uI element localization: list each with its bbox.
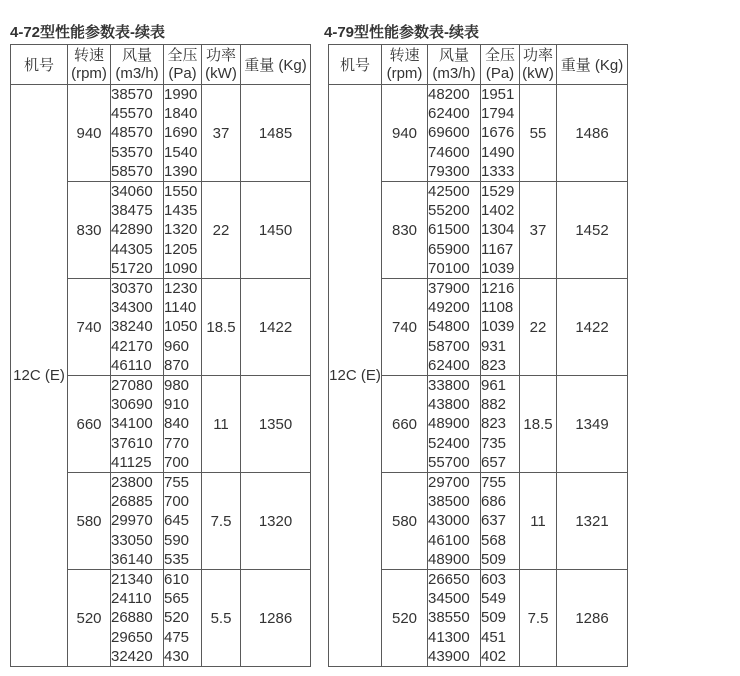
header-speed-label: 转速 [389,46,420,64]
pressure-value: 1490 [481,143,515,161]
pressure-value: 430 [164,647,190,665]
pressure-cell [164,85,202,182]
speed-cell: 940 [382,85,428,182]
pressure-cell [481,279,520,376]
airflow-value: 37900 [428,280,470,298]
pressure-value: 509 [481,609,507,627]
airflow-value: 58700 [428,337,470,355]
speed-cell: 520 [382,570,428,667]
airflow-value: 41125 [111,453,152,471]
pressure-cell [164,376,202,473]
airflow-value: 24110 [111,590,152,608]
pressure-value: 961 [481,377,507,395]
pressure-value: 823 [481,356,507,374]
pressure-cell [481,182,520,279]
pressure-value: 1039 [481,259,515,277]
header-speed [68,45,111,85]
pressure-cell [164,182,202,279]
pressure-cell [481,570,520,667]
pressure-value: 402 [481,647,507,665]
header-model: 机号 [11,45,68,85]
airflow-value: 54800 [428,318,470,336]
pressure-value: 755 [164,474,190,492]
pressure-cell [164,473,202,570]
speed-cell: 660 [382,376,428,473]
header-power-label: 功率 [205,46,236,64]
pressure-value: 520 [164,609,190,627]
airflow-value: 37610 [111,434,153,452]
weight-cell: 1286 [241,570,311,667]
pressure-value: 1794 [481,105,515,123]
pressure-value: 686 [481,493,507,511]
pressure-value: 1840 [164,105,198,123]
weight-cell: 1349 [557,376,628,473]
pressure-value: 549 [481,590,507,608]
speed-cell: 520 [68,570,111,667]
pressure-value: 1529 [481,183,515,201]
pressure-value: 870 [164,356,190,374]
airflow-value: 74600 [428,143,470,161]
airflow-cell [111,473,164,570]
airflow-value: 65900 [428,240,470,258]
pressure-value: 535 [164,550,190,568]
airflow-value: 38570 [111,86,153,104]
power-cell: 22 [520,279,557,376]
speed-cell: 740 [382,279,428,376]
airflow-value: 38550 [428,609,470,627]
pressure-cell [164,570,202,667]
power-cell: 7.5 [520,570,557,667]
power-cell: 5.5 [202,570,241,667]
header-pressure-label: 全压 [167,46,198,64]
pressure-value: 755 [481,474,507,492]
airflow-value: 34100 [111,415,153,433]
airflow-value: 41300 [428,628,470,646]
power-cell: 55 [520,85,557,182]
performance-table [10,44,311,667]
table-title: 4-72型性能参数表-续表 [10,24,166,41]
airflow-value: 36140 [111,550,153,568]
pressure-value: 931 [481,337,507,355]
pressure-value: 910 [164,396,190,414]
airflow-value: 26650 [428,571,470,589]
pressure-value: 1951 [481,86,515,104]
header-speed-unit: (rpm) [386,64,423,82]
airflow-value: 48200 [428,86,470,104]
airflow-value: 34060 [111,183,153,201]
airflow-value: 42890 [111,221,153,239]
header-airflow [428,45,481,85]
pressure-value: 1320 [164,221,198,239]
speed-cell: 830 [68,182,111,279]
airflow-value: 42170 [111,337,153,355]
airflow-cell [428,473,481,570]
header-power-unit: (kW) [205,64,237,82]
header-airflow [111,45,164,85]
pressure-value: 700 [164,493,190,511]
weight-cell: 1422 [557,279,628,376]
airflow-value: 33800 [428,377,470,395]
pressure-value: 1540 [164,143,198,161]
pressure-value: 980 [164,377,190,395]
header-model: 机号 [329,45,382,85]
pressure-value: 1216 [481,280,515,298]
airflow-value: 51720 [111,259,153,277]
header-weight: 重量 (Kg) [241,45,311,85]
airflow-value: 44305 [111,240,153,258]
weight-cell: 1422 [241,279,311,376]
pressure-value: 1167 [481,240,514,258]
airflow-value: 43800 [428,396,470,414]
airflow-value: 34500 [428,590,470,608]
airflow-value: 45570 [111,105,153,123]
speed-cell: 740 [68,279,111,376]
power-cell: 18.5 [202,279,241,376]
pressure-value: 590 [164,531,190,549]
weight-cell: 1320 [241,473,311,570]
header-airflow-label: 风量 [121,46,152,64]
power-cell: 11 [202,376,241,473]
header-pressure [481,45,520,85]
pressure-value: 1402 [481,202,515,220]
weight-cell: 1485 [241,85,311,182]
airflow-value: 34300 [111,299,153,317]
airflow-value: 30370 [111,280,153,298]
weight-cell: 1350 [241,376,311,473]
pressure-value: 451 [481,628,507,646]
pressure-cell [481,85,520,182]
pressure-value: 700 [164,453,190,471]
speed-group-row [11,85,311,182]
pressure-value: 1550 [164,183,198,201]
pressure-value: 770 [164,434,190,452]
pressure-value: 568 [481,531,507,549]
table-body [11,85,311,667]
airflow-value: 48900 [428,415,470,433]
speed-cell: 940 [68,85,111,182]
airflow-value: 30690 [111,396,153,414]
airflow-value: 43900 [428,647,470,665]
model-number-cell: 12C (E) [11,85,68,667]
pressure-value: 1230 [164,280,198,298]
airflow-cell [428,376,481,473]
pressure-value: 882 [481,396,507,414]
header-row [329,45,628,85]
airflow-value: 52400 [428,434,470,452]
airflow-value: 29650 [111,628,153,646]
pressure-value: 1090 [164,259,198,277]
airflow-value: 38240 [111,318,153,336]
header-power-label: 功率 [522,46,553,64]
pressure-value: 645 [164,512,190,530]
speed-cell: 580 [382,473,428,570]
header-pressure-unit: (Pa) [485,64,515,82]
pressure-value: 1676 [481,124,515,142]
airflow-value: 38500 [428,493,470,511]
pressure-value: 1304 [481,221,515,239]
pressure-value: 1435 [164,202,198,220]
weight-cell: 1486 [557,85,628,182]
pressure-cell [481,376,520,473]
header-power-unit: (kW) [522,64,554,82]
airflow-value: 55200 [428,202,470,220]
speed-cell: 580 [68,473,111,570]
table-body [329,85,628,667]
pressure-value: 1390 [164,162,198,180]
airflow-cell [428,85,481,182]
airflow-value: 46100 [428,531,470,549]
airflow-value: 42500 [428,183,470,201]
airflow-cell [111,85,164,182]
header-airflow-label: 风量 [438,46,469,64]
header-pressure [164,45,202,85]
pressure-value: 735 [481,434,507,452]
airflow-value: 62400 [428,356,470,374]
speed-cell: 660 [68,376,111,473]
airflow-value: 43000 [428,512,470,530]
airflow-cell [428,570,481,667]
airflow-value: 29970 [111,512,153,530]
airflow-value: 55700 [428,453,470,471]
pressure-value: 475 [164,628,190,646]
airflow-value: 32420 [111,647,153,665]
airflow-value: 23800 [111,474,153,492]
header-airflow-unit: (m3/h) [115,64,159,82]
power-cell: 37 [520,182,557,279]
pressure-value: 840 [164,415,190,433]
header-airflow-unit: (m3/h) [432,64,476,82]
header-weight: 重量 (Kg) [557,45,628,85]
airflow-cell [111,182,164,279]
pressure-value: 1039 [481,318,515,336]
airflow-cell [111,279,164,376]
header-row [11,45,311,85]
pressure-value: 1690 [164,124,198,142]
pressure-value: 823 [481,415,507,433]
pressure-value: 509 [481,550,507,568]
pressure-value: 960 [164,337,190,355]
performance-table [328,44,628,667]
pressure-value: 603 [481,571,507,589]
header-pressure-unit: (Pa) [168,64,197,82]
airflow-value: 61500 [428,221,470,239]
airflow-value: 62400 [428,105,470,123]
speed-cell: 830 [382,182,428,279]
airflow-cell [111,376,164,473]
weight-cell: 1321 [557,473,628,570]
airflow-value: 21340 [111,571,153,589]
weight-cell: 1286 [557,570,628,667]
airflow-cell [428,279,481,376]
weight-cell: 1452 [557,182,628,279]
airflow-value: 26885 [111,493,153,511]
power-cell: 7.5 [202,473,241,570]
pressure-value: 1140 [164,299,197,317]
header-speed-unit: (rpm) [71,64,107,82]
pressure-value: 565 [164,590,190,608]
airflow-value: 26880 [111,609,153,627]
pressure-value: 1205 [164,240,198,258]
pressure-value: 1333 [481,162,515,180]
power-cell: 22 [202,182,241,279]
header-speed [382,45,428,85]
header-speed-label: 转速 [73,46,104,64]
airflow-value: 69600 [428,124,470,142]
table-title: 4-79型性能参数表-续表 [324,24,480,41]
pressure-value: 1990 [164,86,198,104]
airflow-value: 70100 [428,259,470,277]
airflow-value: 48570 [111,124,153,142]
airflow-value: 49200 [428,299,470,317]
pressure-cell [164,279,202,376]
airflow-cell [111,570,164,667]
power-cell: 18.5 [520,376,557,473]
airflow-cell [428,182,481,279]
airflow-value: 58570 [111,162,153,180]
airflow-value: 46110 [111,356,152,374]
power-cell: 11 [520,473,557,570]
pressure-value: 657 [481,453,507,471]
airflow-value: 33050 [111,531,153,549]
pressure-value: 1050 [164,318,198,336]
header-pressure-label: 全压 [484,46,515,64]
model-number-cell: 12C (E) [329,85,382,667]
table-panel-4-72 [10,22,311,667]
airflow-value: 79300 [428,162,470,180]
pressure-value: 1108 [481,299,514,317]
header-power [520,45,557,85]
airflow-value: 29700 [428,474,470,492]
pressure-cell [481,473,520,570]
airflow-value: 48900 [428,550,470,568]
speed-group-row [329,85,628,182]
pressure-value: 637 [481,512,507,530]
airflow-value: 27080 [111,377,153,395]
pressure-value: 610 [164,571,190,589]
weight-cell: 1450 [241,182,311,279]
table-panel-4-79 [324,22,628,667]
header-power [202,45,241,85]
airflow-value: 38475 [111,202,153,220]
airflow-value: 53570 [111,143,153,161]
power-cell: 37 [202,85,241,182]
